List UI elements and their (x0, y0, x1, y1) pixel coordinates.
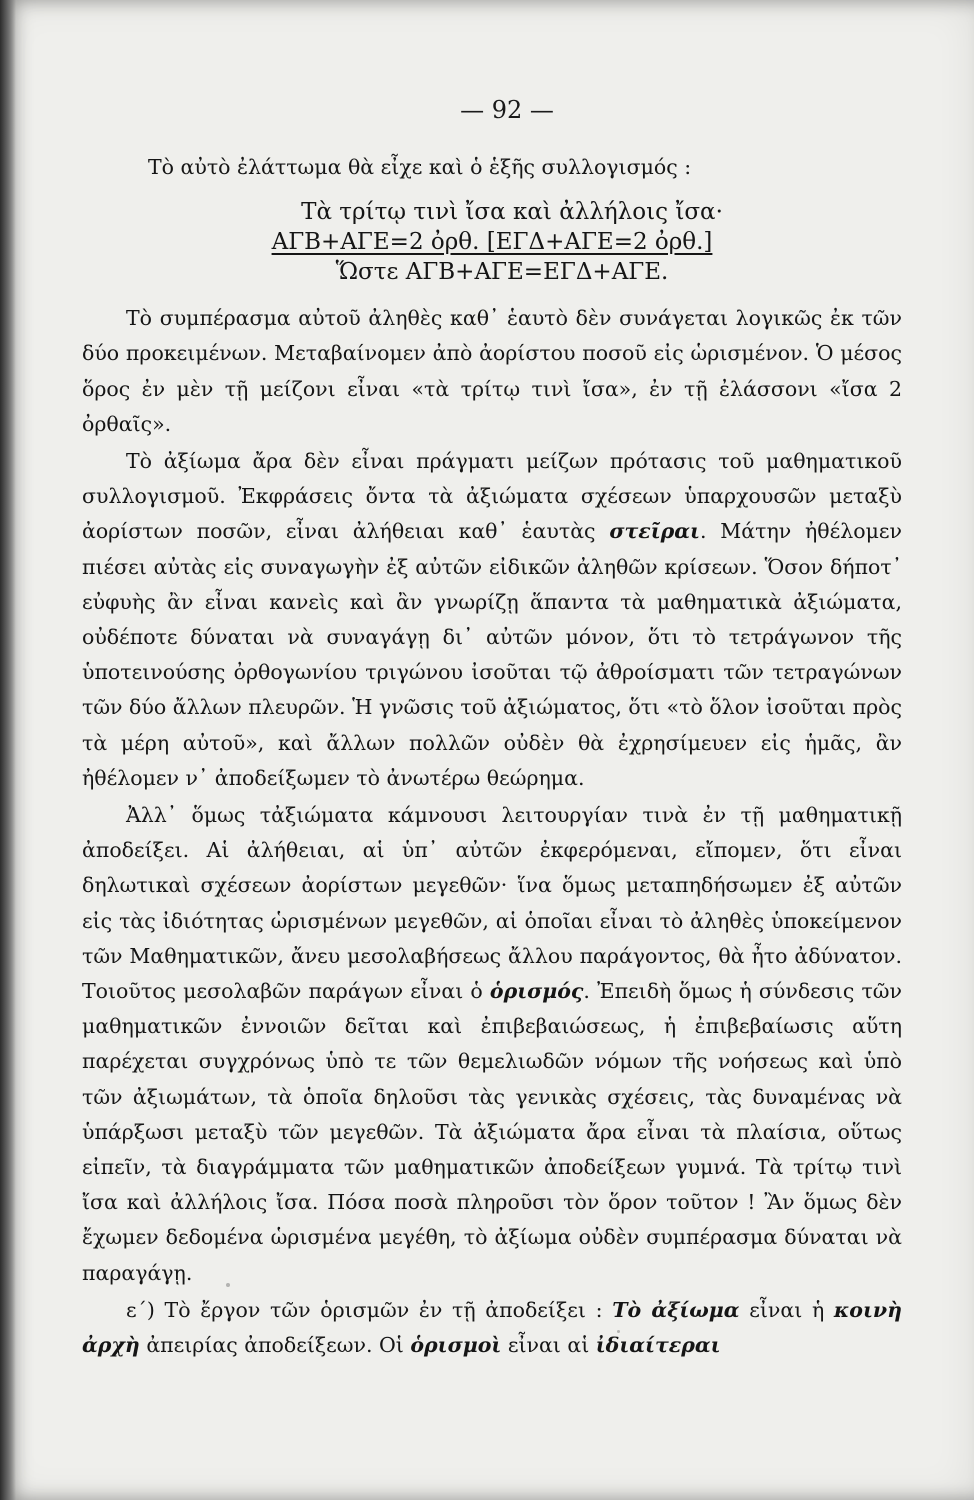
term-orismos: ὁρισμός (489, 979, 584, 1004)
paragraph-4-text-c: εἶναι ἡ (739, 1297, 834, 1322)
paragraph-4-text-a: ε΄) Τὸ ἔργον τῶν ὁρισμῶν ἐν τῇ ἀποδείξει : (126, 1297, 613, 1322)
paragraph-3-text-a: Ἀλλ᾿ ὅμως τἀξιώματα κάμνουσι λειτουργίαν τινὰ ἐν τῇ μαθηματικῇ ἀποδείξει. Αἱ ἀλήθειαι, αἱ ὑπ᾿ αὐτῶν ἐκφερόμεναι, εἴπομεν, ὅτι εἶναι δηλωτικαὶ σχέσεων ἀορίστων μεγεθῶν· ἵνα ὅμως μεταπηδήσωμεν ἐξ αὐτῶν εἰς τὰς ἰδιότητας ὡρισμένων μεγεθῶν, αἱ ὁποῖαι εἶναι τὸ ἀληθὲς ὑποκείμενον τῶν Μαθηματικῶν, ἄνευ μεσολαβήσεως ἄλλου παράγοντος, θὰ ἦτο ἀδύνατον. Τοιοῦτος μεσολαβῶν παράγων εἶναι ὁ (82, 803, 902, 1004)
syllogism-conclusion: Ὥστε ΑΓΒ+ΑΓΕ=ΕΓΔ+ΑΓΕ. (335, 259, 669, 286)
binding-shadow (0, 0, 16, 1500)
term-orismoi: ὁρισμοὶ (410, 1333, 502, 1358)
syllogism-block (82, 197, 902, 287)
paragraph-1: Τὸ συμπέρασμα αὐτοῦ ἀληθὲς καθ᾿ ἑαυτὸ δὲν συνάγεται λογικῶς ἐκ τῶν δύο προκειμένων. Μεταβαίνομεν ἀπὸ ἀορίστου ποσοῦ εἰς ὡρισμένον. Ὁ μέσος ὅρος ἐν μὲν τῇ μείζονι εἶναι «τὰ τρίτῳ τινὶ ἴσα», ἐν τῇ ἐλάσσονι «ἴσα 2 ὀρθαῖς». (82, 306, 902, 436)
paragraph-2 (82, 444, 902, 796)
paragraph-4 (82, 1293, 902, 1363)
paragraph-3 (82, 798, 902, 1291)
intro-sentence: Τὸ αὐτὸ ἐλάττωμα θὰ εἶχε καὶ ὁ ἑξῆς συλλογισμός : (148, 155, 692, 179)
paragraph-4-text-g: εἶναι αἱ (501, 1333, 596, 1358)
term-idiaiterai: ἰδιαίτεραι (595, 1333, 721, 1358)
page-number: — 92 — (460, 96, 554, 124)
syllogism-minor-premise: ΑΓΒ+ΑΓΕ=2 ὀρθ. [ΕΓΔ+ΑΓΕ=2 ὀρθ.] (271, 229, 713, 256)
syllogism-major-premise: Τὰ τρίτῳ τινὶ ἴσα καὶ ἀλλήλοις ἴσα· (301, 199, 723, 226)
paragraph-2-text-c: . Μάτην ἠθέλομεν πιέσει αὐτὰς εἰς συναγωγὴν ἐξ αὐτῶν εἰδικῶν ἀληθῶν κρίσεων. Ὅσον δήποτ᾿ εὐφυὴς ἂν εἶναι κανεὶς καὶ ἂν γνωρίζῃ ἅπαντα τὰ μαθηματικὰ ἀξιώματα, οὐδέποτε δύναται νὰ συναγάγῃ δι᾿ αὐτῶν μόνον, ὅτι τὸ τετράγωνον τῆς ὑποτεινούσης ὀρθογωνίου τριγώνου ἰσοῦται τῷ ἀθροίσματι τῶν τετραγώνων τῶν δύο ἄλλων πλευρῶν. Ἡ γνῶσις τοῦ ἀξιώματος, ὅτι «τὸ ὅλον ἰσοῦται πρὸς τὰ μέρη αὐτοῦ», καὶ ἄλλων πολλῶν οὐδὲν θὰ ἐχρησίμευεν εἰς ἡμᾶς, ἂν ἠθέλομεν ν᾿ ἀποδείξωμεν τὸ ἀνωτέρω θεώρημα. (82, 519, 902, 790)
term-axioma: Τὸ ἀξίωμα (612, 1297, 740, 1322)
paragraph-4-text-e: ἀπειρίας ἀποδείξεων. Οἱ (139, 1333, 411, 1358)
paragraph-3-text-c: . Ἐπειδὴ ὅμως ἡ σύνδεσις τῶν μαθηματικῶν ἐννοιῶν δεῖται καὶ ἐπιβεβαιώσεως, ἡ ἐπιβεβαίωσις αὕτη παρέχεται συγχρόνως ὑπὸ τε τῶν θεμελιωδῶν νόμων τῆς νοήσεως καὶ ὑπὸ τῶν ἀξιωμάτων, τὰ ὁποῖα δηλοῦσι τὰς γενικὰς σχέσεις, τὰς δυναμένας νὰ ὑπάρξωσι μεταξὺ τῶν μεγεθῶν. Τὰ ἀξιώματα ἄρα εἶναι τὰ πλαίσια, οὕτως εἰπεῖν, τὰ διαγράμματα τῶν μαθηματικῶν ἀποδείξεων γυμνά. Τὰ τρίτῳ τινὶ ἴσα καὶ ἀλλήλοις ἴσα. Πόσα ποσὰ πληροῦσι τὸν ὅρον τοῦτον ! Ἂν ὅμως δὲν ἔχωμεν δεδομένα ὡρισμένα μεγέθη, τὸ ἀξίωμα οὐδὲν συμπέρασμα δύναται νὰ παραγάγῃ. (82, 979, 902, 1285)
term-steirai: στεῖραι (609, 519, 700, 544)
ink-speck (226, 1283, 230, 1287)
page-body (82, 150, 902, 1363)
term-koine-arche: κοινὴ ἀρχὴ (82, 1297, 903, 1358)
paragraph-2-text-a: Τὸ ἀξίωμα ἄρα δὲν εἶναι πράγματι μείζων πρότασις τοῦ μαθηματικοῦ συλλογισμοῦ. Ἐκφράσεις ὄντα τὰ ἀξιώματα σχέσεων ὑπαρχουσῶν μεταξὺ ἀορίστων ποσῶν, εἶναι ἀλήθειαι καθ᾿ ἑαυτὰς (82, 449, 902, 544)
ink-speck (617, 1330, 620, 1333)
